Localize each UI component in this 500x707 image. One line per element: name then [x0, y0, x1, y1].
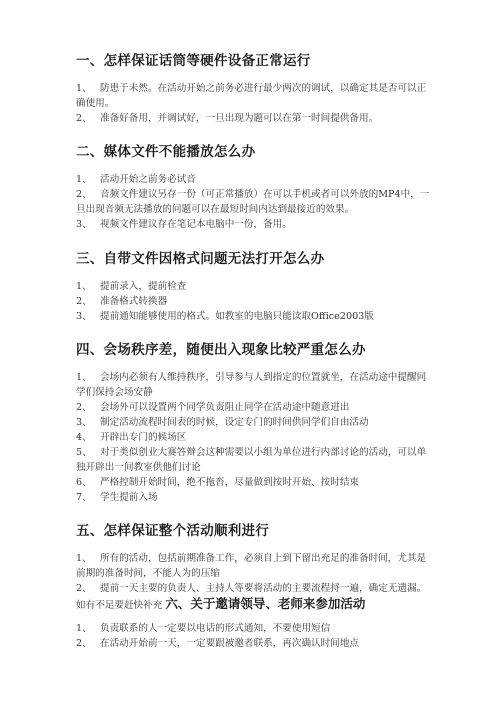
item-text: 提前录入，提前检查 — [100, 281, 187, 292]
list-item — [76, 309, 432, 324]
item-text: 提前通知能够使用的格式。如教室的电脑只能读取Office2003版 — [100, 311, 374, 322]
item-number: 3、 — [76, 417, 92, 428]
item-text: 负责联系的人一定要以电话的形式通知，不要使用短信 — [100, 623, 331, 634]
list-item — [76, 279, 432, 294]
section-heading: 四、会场秩序差，随便出入现象比较严重怎么办 — [76, 342, 366, 358]
list-item — [76, 370, 432, 400]
item-text: 严格控制开始时间，绝不拖沓，尽量做到按时开始、按时结束 — [100, 477, 360, 488]
item-text: 提前一天主要的负责人、主持人等要将活动的主要流程捋一遍，确定无遗漏。 如有不足要赶快补充 — [76, 583, 427, 611]
item-text: 视频文件建议存在笔记本电脑中一份，备用。 — [100, 219, 292, 230]
list-item — [76, 621, 432, 636]
section-3 — [76, 250, 432, 324]
item-number: 2、 — [76, 402, 92, 413]
item-text: 准备好备用，并调试好，一旦出现为题可以在第一时间提供备用。 — [100, 113, 379, 124]
list-item — [76, 475, 432, 490]
section-1 — [76, 52, 432, 126]
item-number: 1、 — [76, 281, 92, 292]
list-item — [76, 636, 432, 651]
item-number: 1、 — [76, 553, 92, 564]
item-text: 对于类似创业大赛答辩会这种需要以小组为单位进行内部讨论的活动，可以单独开辟出一间教室供他们讨论 — [76, 447, 427, 473]
item-text: 防患于未然。在活动开始之前务必进行最少两次的调试，以确定其是否可以正确使用。 — [76, 83, 427, 109]
item-number: 1、 — [76, 623, 92, 634]
item-text: 活动开始之前务必试音 — [100, 174, 196, 185]
list-item — [76, 551, 432, 581]
section-heading: 二、媒体文件不能播放怎么办 — [76, 144, 256, 160]
item-number: 5、 — [76, 447, 92, 458]
item-number: 2、 — [76, 189, 92, 200]
item-text: 会场外可以设置两个同学负责阻止同学在活动途中随意进出 — [100, 402, 350, 413]
list-item — [76, 490, 432, 505]
section-heading: 五、怎样保证整个活动顺利进行 — [76, 523, 270, 539]
list-item — [76, 187, 432, 217]
item-number: 3、 — [76, 219, 92, 230]
section-4 — [76, 341, 432, 505]
item-number: 4、 — [76, 432, 92, 443]
section-6 — [76, 621, 432, 651]
list-item — [76, 400, 432, 415]
list-item — [76, 581, 432, 613]
list-item — [76, 415, 432, 430]
item-number: 6、 — [76, 477, 92, 488]
item-number: 7、 — [76, 492, 92, 503]
item-number: 3、 — [76, 311, 92, 322]
list-item — [76, 111, 432, 126]
item-number: 1、 — [76, 372, 92, 383]
item-number: 2、 — [76, 296, 92, 307]
item-number: 2、 — [76, 638, 92, 649]
list-item — [76, 430, 432, 445]
item-number: 1、 — [76, 174, 92, 185]
item-number: 1、 — [76, 83, 92, 94]
list-item — [76, 172, 432, 187]
item-text: 准备格式转换器 — [100, 296, 168, 307]
item-number: 2、 — [76, 583, 92, 594]
item-text: 制定活动流程时间表的时候，设定专门的时间供同学们自由活动 — [100, 417, 369, 428]
item-text: 学生提前入场 — [100, 492, 158, 503]
item-text: 音频文件建议另存一份（可正常播放）在可以手机或者可以外放的MP4中，一旦出现音频无法播放的问题可以在最短时间内达到最接近的效果。 — [76, 189, 430, 215]
item-text: 开辟出专门的候场区 — [100, 432, 187, 443]
item-number: 2、 — [76, 113, 92, 124]
section-heading: 一、怎样保证话筒等硬件设备正常运行 — [76, 53, 311, 69]
list-item — [76, 445, 432, 475]
list-item — [76, 217, 432, 232]
list-item — [76, 81, 432, 111]
item-text: 所有的活动，包括前期准备工作，必须自上到下留出充足的准备时间，尤其是前期的准备时间，不能人为的压缩 — [76, 553, 427, 579]
section-heading: 三、自带文件因格式问题无法打开怎么办 — [76, 251, 325, 267]
section-5 — [76, 522, 432, 613]
list-item — [76, 294, 432, 309]
section-heading-inline: 六、关于邀请领导、老师来参加活动 — [165, 596, 366, 611]
section-2 — [76, 143, 432, 232]
item-text: 在活动开始前一天，一定要跟被邀者联系，再次确认时间地点 — [100, 638, 360, 649]
item-text: 会场内必须有人维持秩序，引导参与人到指定的位置就坐，在活动途中提醒同学们保持会场安静 — [76, 372, 427, 398]
